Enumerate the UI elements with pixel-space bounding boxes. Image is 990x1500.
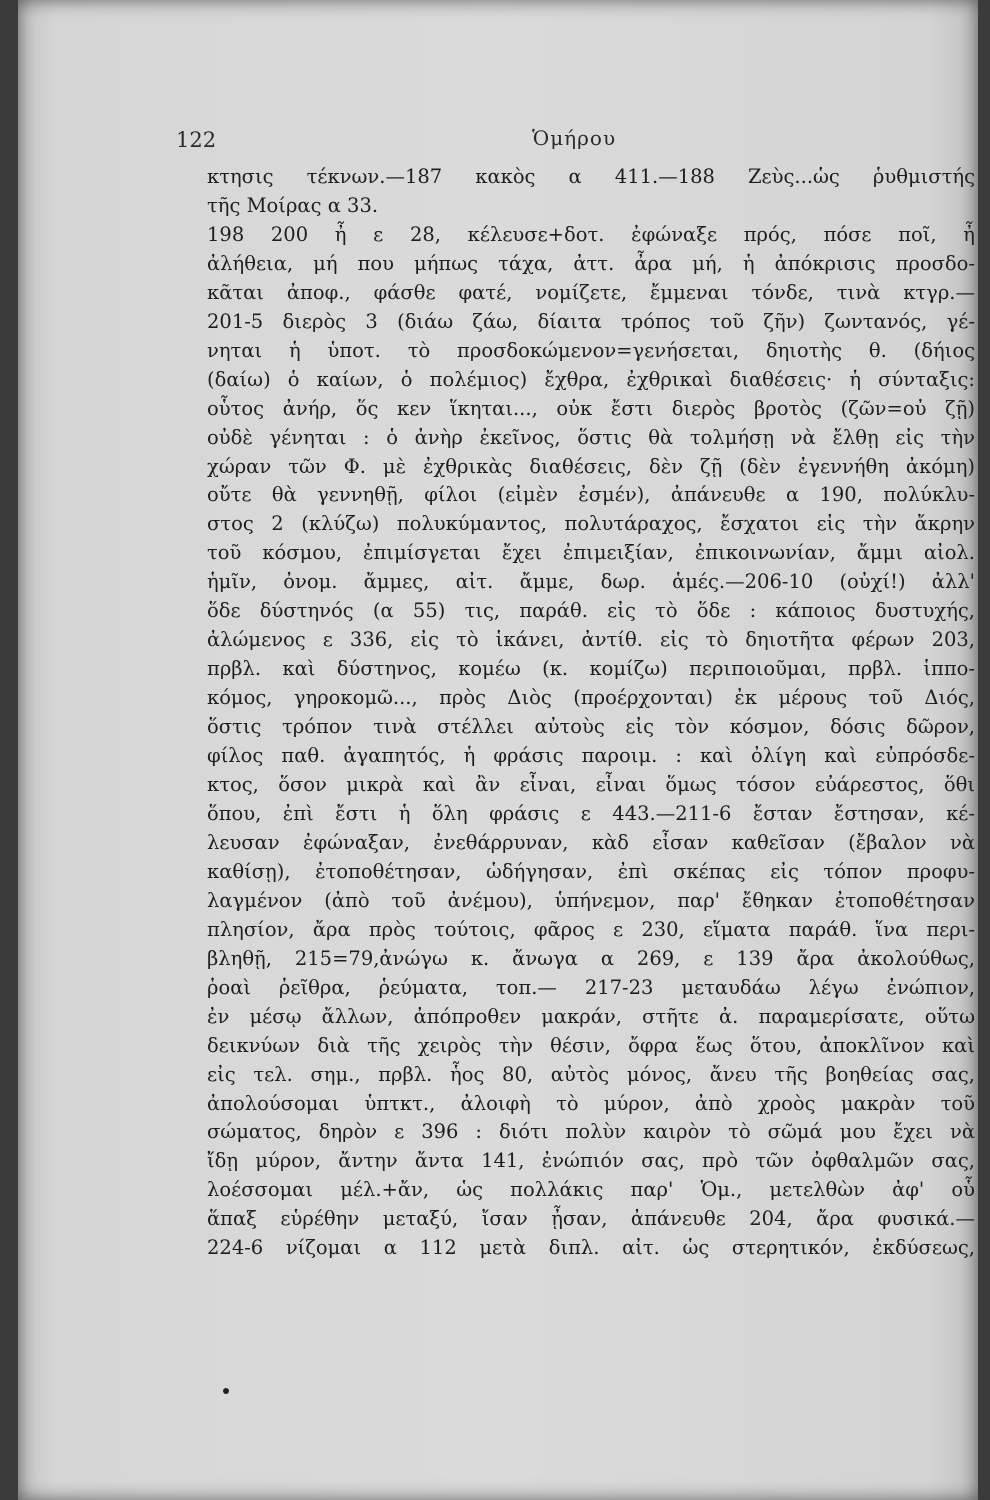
text-line: δεικνύων διὰ τῆς χειρὸς τὴν θέσιν, ὄφρα ἕως ὅτου, ἀποκλῖνον καὶ: [207, 1033, 975, 1057]
text-line: στος 2 (κλύζω) πολυκύμαντος, πολυτάραχος, ἔσχατοι εἰς τὴν ἄκρην: [207, 512, 975, 536]
text-line: ἀλήθεια, μή που μήπως τάχα, ἀττ. ἆρα μή, ἡ ἀπόκρισις προσδο-: [207, 251, 975, 275]
text-line: σώματος, δηρὸν ε 396 : διότι πολὺν καιρὸν τὸ σῶμά μου ἔχει νὰ: [207, 1120, 975, 1144]
text-line: χώραν τῶν Φ. μὲ ἐχθρικὰς διαθέσεις, δὲν ζῇ (δὲν ἐγεννήθη ἀκόμη): [207, 454, 975, 478]
commentary-text: [207, 163, 975, 1263]
text-line: φίλος παθ. ἀγαπητός, ἡ φράσις παροιμ. : καὶ ὀλίγη καὶ εὐπρόσδε-: [207, 744, 975, 768]
text-line: οὐδὲ γένηται : ὁ ἀνὴρ ἐκεῖνος, ὅστις θὰ τολμήσῃ νὰ ἔλθῃ εἰς τὴν: [207, 425, 975, 449]
text-line: οὔτε θὰ γεννηθῇ, φίλοι (εἰμὲν ἐσμέν), ἀπάνευθε α 190, πολύκλυ-: [207, 483, 975, 507]
text-line: 224-6 νίζομαι α 112 μετὰ διπλ. αἰτ. ὡς στερητικόν, ἐκδύσεως,: [207, 1236, 975, 1260]
text-line: ἀπολούσομαι ὑπτκτ., ἀλοιφὴ τὸ μύρον, ἀπὸ χροὸς μακρὰν τοῦ: [207, 1091, 975, 1115]
text-line: κόμος, γηροκομῶ..., πρὸς Διὸς (προέρχονται) ἐκ μέρους τοῦ Διός,: [207, 686, 975, 710]
page-number: 122: [176, 128, 217, 152]
text-line: καθίσῃ), ἐτοποθέτησαν, ὡδήγησαν, ἐπὶ σκέπας εἰς τόπον προφυ-: [207, 859, 975, 883]
text-line: λαγμένον (ἀπὸ τοῦ ἀνέμου), ὑπήνεμον, παρ' ἔθηκαν ἐτοποθέτησαν: [207, 888, 975, 912]
text-line: πρβλ. καὶ δύστηνος, κομέω (κ. κομίζω) περιποιοῦμαι, πρβλ. ἱππο-: [207, 657, 975, 681]
text-line: ἐν μέσῳ ἄλλων, ἀπόπροθεν μακράν, στῆτε ἀ. παραμερίσατε, οὕτω: [207, 1004, 975, 1028]
text-line: εἰς τελ. σημ., πρβλ. ἧος 80, αὐτὸς μόνος, ἄνευ τῆς βοηθείας σας,: [207, 1062, 975, 1086]
text-line: οὗτος ἀνήρ, ὅς κεν ἵκηται..., οὐκ ἔστι διερὸς βροτὸς (ζῶν=οὐ ζῇ): [207, 396, 975, 420]
text-line: τοῦ κόσμου, ἐπιμίσγεται ἔχει ἐπιμειξίαν, ἐπικοινωνίαν, ἄμμι αἰολ.: [207, 541, 975, 565]
text-line: νηται ἡ ὑποτ. τὸ προσδοκώμενον=γενήσεται, δηιοτὴς θ. (δήιος: [207, 338, 975, 362]
ink-dot: [223, 1388, 229, 1394]
text-line: κᾶται ἀποφ., φάσθε φατέ, νομίζετε, ἔμμεναι τόνδε, τινὰ κτγρ.—: [207, 280, 975, 304]
text-line: 201-5 διερὸς 3 (διάω ζάω, δίαιτα τρόπος τοῦ ζῆν) ζωντανός, γέ-: [207, 309, 975, 333]
text-line: ὅπου, ἐπὶ ἔστι ἡ ὅλη φράσις ε 443.—211-6 ἔσταν ἔστησαν, κέ-: [207, 801, 975, 825]
text-line: πλησίον, ἄρα πρὸς τούτοις, φᾶρος ε 230, εἵματα παράθ. ἵνα περι-: [207, 917, 975, 941]
text-line: ὅδε δύστηνός (α 55) τις, παράθ. εἰς τὸ ὅδε : κάποιος δυστυχής,: [207, 599, 975, 623]
text-line: 198 200 ἦ ε 28, κέλευσε+δοτ. ἐφώναξε πρός, πόσε ποῖ, ἦ: [207, 222, 975, 246]
text-line: (δαίω) ὁ καίων, ὁ πολέμιος) ἔχθρα, ἐχθρικαὶ διαθέσεις· ἡ σύνταξις:: [207, 367, 975, 391]
text-line: ὅστις τρόπον τινὰ στέλλει αὐτοὺς εἰς τὸν κόσμον, δόσις δῶρον,: [207, 715, 975, 739]
text-line: ῥοαὶ ῥεῖθρα, ῥεύματα, τοπ.— 217-23 μεταυδάω λέγω ἐνώπιον,: [207, 975, 975, 999]
text-line: ἅπαξ εὑρέθην μεταξύ, ἴσαν ᾖσαν, ἀπάνευθε 204, ἄρα φυσικά.—: [207, 1207, 975, 1231]
running-head: Ὁμήρου: [532, 126, 617, 150]
text-line: κτος, ὅσον μικρὰ καὶ ἂν εἶναι, εἶναι ὅμως τόσον εὐάρεστος, ὅθι: [207, 773, 975, 797]
text-line: λευσαν ἐφώναξαν, ἐνεθάρρυναν, κὰδ εἶσαν καθεῖσαν (ἔβαλον νὰ: [207, 830, 975, 854]
text-line: ἀλώμενος ε 336, εἰς τὸ ἱκάνει, ἀντίθ. εἰς τὸ δηιοτῆτα φέρων 203,: [207, 628, 975, 652]
text-line: ἴδῃ μύρον, ἄντην ἄντα 141, ἐνώπιόν σας, πρὸ τῶν ὀφθαλμῶν σας,: [207, 1149, 975, 1173]
text-line: ἡμῖν, ὀνομ. ἄμμες, αἰτ. ἄμμε, δωρ. ἁμές.—206-10 (οὐχί!) ἀλλ': [207, 570, 975, 594]
text-line: τῆς Μοίρας α 33.: [207, 193, 379, 217]
text-line: βληθῇ, 215=79,ἀνώγω κ. ἄνωγα α 269, ε 139 ἄρα ἀκολούθως,: [207, 946, 975, 970]
text-line: κτησις τέκνων.—187 κακὸς α 411.—188 Ζεὺς...ὡς ῥυθμιστής: [207, 165, 975, 188]
text-line: λοέσσομαι μέλ.+ἄν, ὡς πολλάκις παρ' Ὁμ., μετελθὼν ἀφ' οὗ: [207, 1178, 975, 1202]
